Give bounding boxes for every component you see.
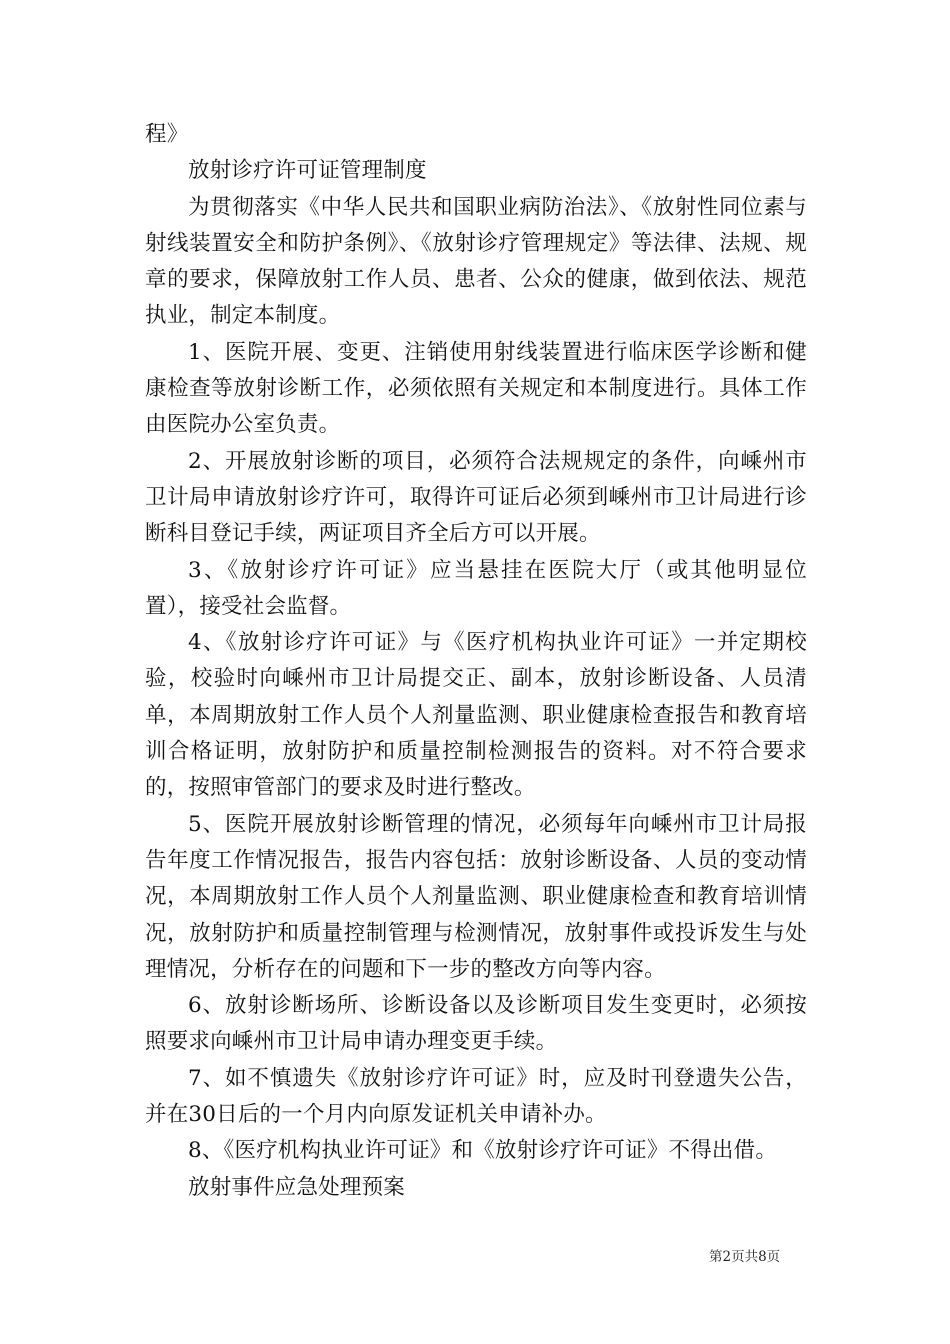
clause-7: 7、如不慎遗失《放射诊疗许可证》时，应及时刊登遗失公告，并在30日后的一个月内向原发证机关申请补办。 bbox=[145, 1065, 807, 1128]
clause-5: 5、医院开展放射诊断管理的情况，必须每年向嵊州市卫计局报告年度工作情况报告，报告内容包括：放射诊断设备、人员的变动情况，本周期放射工作人员个人剂量监测、职业健康检查和教育培训情况，放射防护和质量控制管理与检测情况，放射事件或投诉发生与处理情况，分析存在的问题和下一步的整改方向等内容。 bbox=[145, 811, 807, 982]
page-number: 第2页共8页 bbox=[709, 1249, 781, 1265]
clause-1: 1、医院开展、变更、注销使用射线装置进行临床医学诊断和健康检查等放射诊断工作，必须依照有关规定和本制度进行。具体工作由医院办公室负责。 bbox=[145, 339, 807, 438]
continuation-line: 程》 bbox=[145, 122, 189, 147]
section-heading: 放射诊疗许可证管理制度 bbox=[188, 158, 427, 184]
clause-4: 4、《放射诊疗许可证》与《医疗机构执业许可证》一并定期校验，校验时向嵊州市卫计局提交正、副本，放射诊断设备、人员清单，本周期放射工作人员个人剂量监测、职业健康检查报告和教育培训合格证明，放射防护和质量控制检测报告的资料。对不符合要求的，按照审管部门的要求及时进行整改。 bbox=[145, 630, 807, 801]
clause-2: 2、开展放射诊断的项目，必须符合法规规定的条件，向嵊州市卫计局申请放射诊疗许可，取得许可证后必须到嵊州市卫计局进行诊断科目登记手续，两证项目齐全后方可以开展。 bbox=[145, 448, 807, 547]
clause-3: 3、《放射诊疗许可证》应当悬挂在医院大厅（或其他明显位置），接受社会监督。 bbox=[145, 557, 807, 619]
clause-6: 6、放射诊断场所、诊断设备以及诊断项目发生变更时，必须按照要求向嵊州市卫计局申请办理变更手续。 bbox=[145, 993, 807, 1055]
document-body bbox=[145, 117, 807, 1206]
next-section-heading: 放射事件应急处理预案 bbox=[188, 1174, 406, 1200]
clause-8: 8、《医疗机构执业许可证》和《放射诊疗许可证》不得出借。 bbox=[188, 1138, 778, 1164]
intro-paragraph: 为贯彻落实《中华人民共和国职业病防治法》、《放射性同位素与射线装置安全和防护条例》、《放射诊疗管理规定》等法律、法规、规章的要求，保障放射工作人员、患者、公众的健康，做到依法、规范执业，制定本制度。 bbox=[145, 194, 807, 329]
